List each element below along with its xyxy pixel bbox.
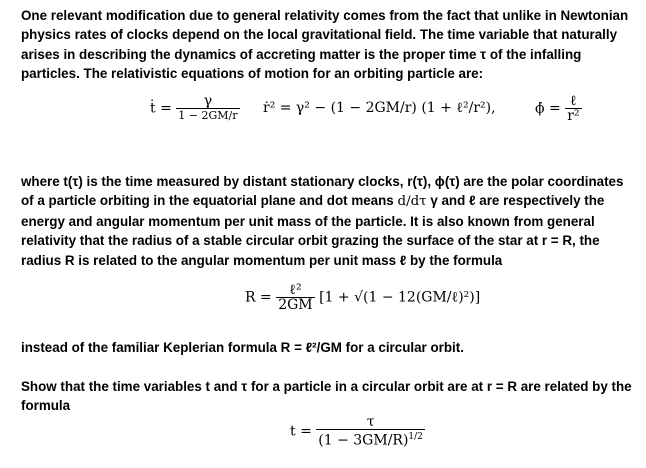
time-exponent: 1/2	[408, 432, 423, 442]
where-text-a: where t(τ) is the time measured by distant stationary clocks, r(τ), ϕ(τ) are the polar coordinates of a particle orbiting in the equatorial plane and dot means	[21, 174, 624, 209]
tdot-numerator: γ	[176, 94, 239, 109]
radius-fraction	[276, 283, 314, 312]
phidot-lhs: ϕ̇ =	[535, 100, 561, 117]
equation-radius	[245, 283, 480, 312]
show-paragraph: Show that the time variables t and τ for a particle in a circular orbit are at r = R are related by the formula	[21, 379, 632, 414]
radius-denominator: 2GM	[278, 297, 313, 313]
tdot-fraction	[176, 94, 239, 123]
time-denominator-wrap	[316, 430, 425, 448]
time-denominator: (1 − 3GM/R)	[318, 432, 409, 449]
rdot-lhs: ṙ² = γ² −	[263, 100, 327, 116]
time-lhs: t =	[290, 423, 312, 440]
tdot-denominator: 1 − 2GM/r	[178, 109, 238, 122]
radius-numerator: ℓ²	[276, 283, 314, 298]
tdot-lhs: ṫ =	[150, 100, 172, 117]
derivative-operator: d/dτ	[397, 194, 427, 210]
time-fraction	[316, 415, 425, 448]
where-paragraph	[21, 172, 637, 270]
phidot-fraction	[565, 94, 581, 123]
phidot-numerator: ℓ	[565, 94, 581, 109]
where-text-b: γ and ℓ are respectively the energy and angular momentum per unit mass of the particle. It is also known from general relativity that the radius of a stable circular orbit grazing the surface of the star at r = R, the radius R is related to the angular momentum per unit mass ℓ by the formula	[21, 193, 605, 268]
kepler-paragraph: instead of the familiar Keplerian formula R = ℓ²/GM for a circular orbit.	[21, 340, 464, 355]
equation-time-relation	[290, 415, 425, 448]
radius-lhs: R =	[245, 289, 272, 306]
radius-bracket: [1 + √(1 − 12(GM/ℓ)²)]	[319, 289, 481, 306]
intro-paragraph: One relevant modification due to general relativity comes from the fact that unlike in Newtonian physics rates of clocks depend on the local gravitational field. The time variable that naturally arises in describing the dynamics of accreting matter is the proper time τ of the infalling particles. The relativistic equations of motion for an orbiting particle are:	[21, 8, 629, 82]
equation-rdot	[263, 100, 496, 117]
equation-phidot	[535, 94, 582, 123]
equation-tdot	[150, 94, 240, 123]
phidot-denominator: r²	[567, 108, 580, 124]
rdot-right: (1 + ℓ²/r²),	[421, 100, 496, 116]
time-numerator: τ	[316, 415, 425, 430]
rdot-mid: (1 − 2GM/r)	[330, 100, 417, 116]
